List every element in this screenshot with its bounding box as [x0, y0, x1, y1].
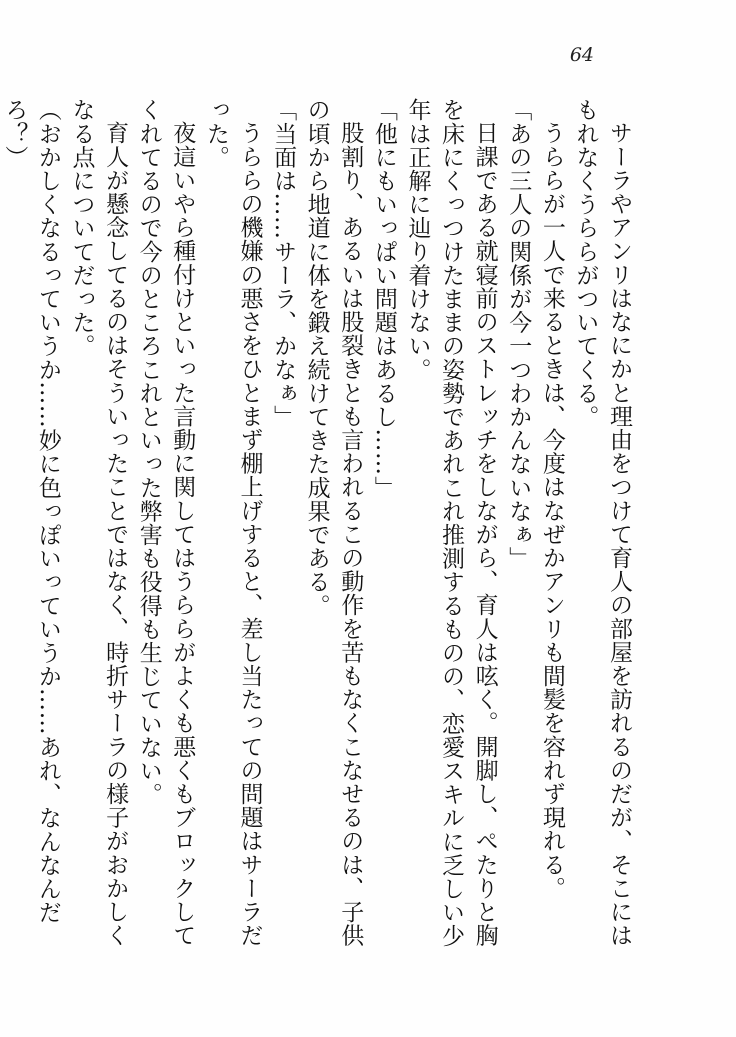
paragraph-1: サーラやアンリはなにかと理由をつけて育人の部屋を訪れるのだが、そこにはもれなくうららがついてくる。 [572, 98, 632, 947]
inner-monologue: （おかしくなるっていうか……妙に色っぽいっていうか……あれ、なんなんだろ？） [1, 98, 61, 924]
paragraph-4: 股割り、あるいは股裂きとも言われるこの動作を苦もなくこなせるのは、子供の頃から地道に体を鍛え続けてきた成果である。 [303, 98, 364, 947]
paragraph-7: 育人が懸念してるのはそういったことではなく、時折サーラの様子がおかしくなる点についてだった。 [68, 98, 129, 947]
dialogue-1: 「あの三人の関係が今一つわかんないなぁ」 [505, 98, 532, 570]
paragraph-6: 夜這いやら種付けといった言動に関してはうららがよくも悪くもブロックしてくれてるので今のところこれといった弊害も役得も生じていない。 [135, 98, 196, 947]
dialogue-2: 「他にもいっぱい問題はあるし……」 [370, 98, 397, 500]
vertical-text-body [1, 98, 635, 958]
page-number: 64 [569, 44, 594, 66]
paragraph-2: うららが一人で来るときは、今度はなぜかアンリも間髪を容れず現れる。 [538, 121, 565, 900]
paragraph-3: 日課である就寝前のストレッチをしながら、育人は呟く。開脚し、ぺたりと胸を床にくっつけたままの姿勢であれこれ推測するものの、恋愛スキルに乏しい少年は正解に辿り着けない。 [404, 98, 498, 948]
paragraph-5: うららの機嫌の悪さをひとまず棚上げすると、差し当たっての問題はサーラだった。 [202, 98, 263, 947]
dialogue-3: 「当面は……サーラ、かなぁ」 [270, 98, 297, 429]
